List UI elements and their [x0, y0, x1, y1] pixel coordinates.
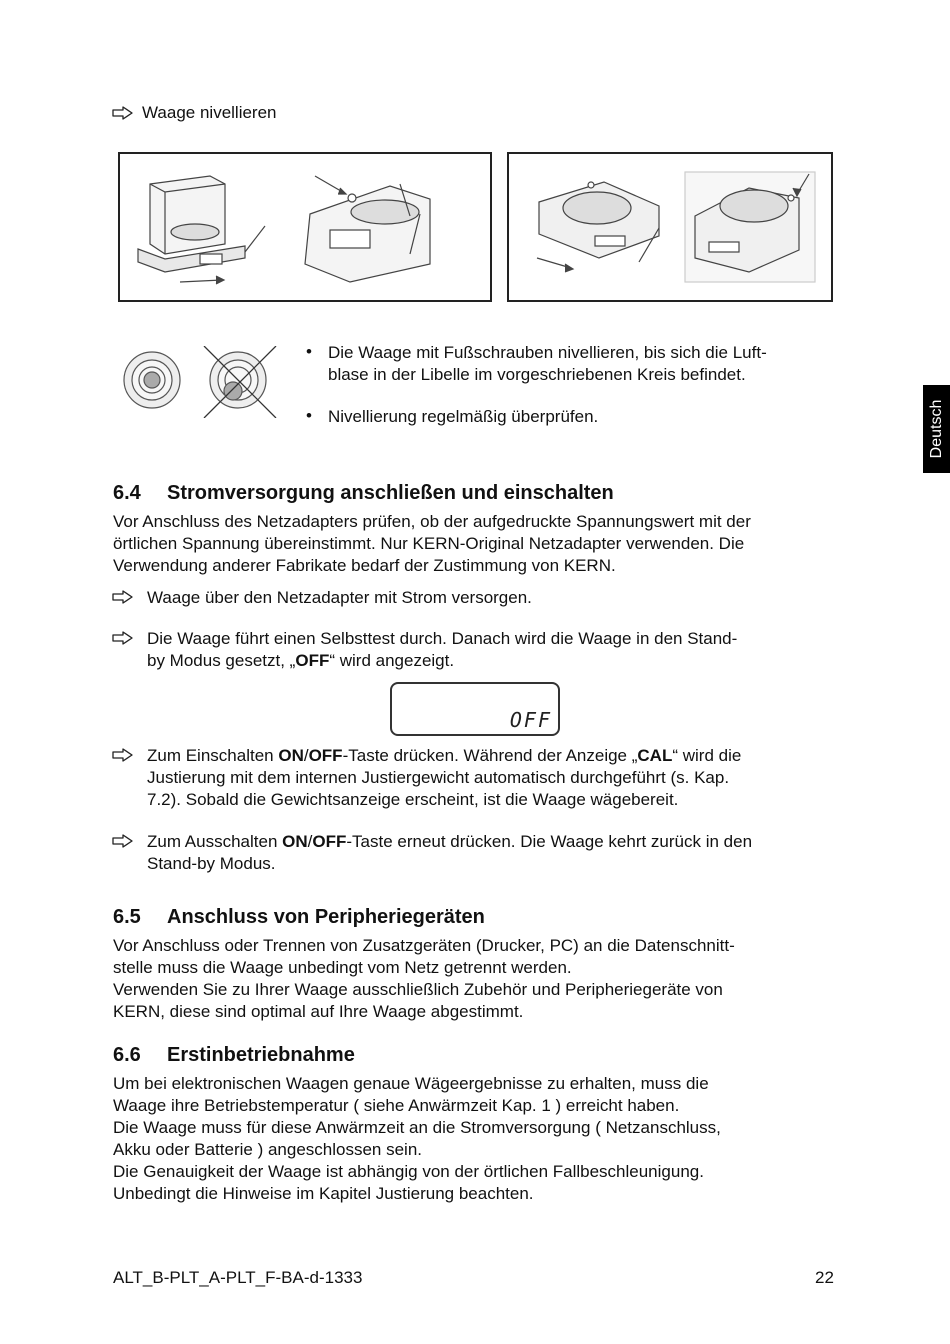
paragraph-line: KERN, diese sind optimal auf Ihre Waage abgestimmt.	[113, 1002, 524, 1021]
section-number: 6.6	[113, 1044, 141, 1066]
step-arrow-icon	[112, 631, 134, 645]
figure-analytical-balances	[118, 152, 492, 302]
section-title: Anschluss von Peripheriegeräten	[167, 906, 485, 928]
leveling-bullet-1-line-2: blase in der Libelle im vorgeschriebenen Kreis befindet.	[328, 365, 746, 384]
paragraph-line: Waage ihre Betriebstemperatur ( siehe Anwärmzeit Kap. 1 ) erreicht haben.	[113, 1096, 680, 1115]
bullet-dot: •	[306, 406, 312, 425]
language-tab-label: Deutsch	[927, 399, 945, 459]
section-6-6-body	[113, 1073, 848, 1205]
paragraph-line: Um bei elektronischen Waagen genaue Wägeergebnisse zu erhalten, muss die	[113, 1074, 709, 1093]
paragraph-line: örtlichen Spannung übereinstimmt. Nur KERN-Original Netzadapter verwenden. Die	[113, 534, 745, 553]
bubble-level-wrong-icon	[204, 346, 276, 418]
paragraph-line: Akku oder Batterie ) angeschlossen sein.	[113, 1140, 423, 1159]
step-arrow-icon	[112, 106, 134, 120]
section-number: 6.5	[113, 906, 141, 928]
step-switch-off	[147, 831, 752, 875]
precision-balance-illustration	[509, 154, 831, 300]
step-line: 7.2). Sobald die Gewichtsanzeige erscheint, ist die Waage wägebereit.	[147, 790, 679, 809]
footer-page-number: 22	[815, 1268, 834, 1287]
section-title: Erstinbetriebnahme	[167, 1044, 355, 1066]
paragraph-line: Verwenden Sie zu Ihrer Waage ausschließlich Zubehör und Peripheriegeräte von	[113, 980, 723, 999]
section-6-5-heading	[113, 905, 485, 929]
section-6-4-intro	[113, 511, 848, 577]
paragraph-line: Unbedingt die Hinweise im Kapitel Justierung beachten.	[113, 1184, 534, 1203]
leveling-bullet-1-line-1: Die Waage mit Fußschrauben nivellieren, bis sich die Luft-	[328, 343, 767, 362]
leveling-bullet-1	[328, 342, 767, 386]
bullet-dot: •	[306, 342, 312, 361]
step-line: by Modus gesetzt, „OFF“ wird angezeigt.	[147, 651, 455, 670]
step-arrow-icon	[112, 834, 134, 848]
step-arrow-icon	[112, 748, 134, 762]
section-title: Stromversorgung anschließen und einschalten	[167, 482, 614, 504]
step-arrow-icon	[112, 590, 134, 604]
footer-doc-id: ALT_B-PLT_A-PLT_F-BA-d-1333	[113, 1268, 363, 1287]
section-number: 6.4	[113, 482, 141, 504]
step-line: Justierung mit dem internen Justiergewicht automatisch durchgeführt (s. Kap.	[147, 768, 730, 787]
paragraph-line: Vor Anschluss oder Trennen von Zusatzgeräten (Drucker, PC) an die Datenschnitt-	[113, 936, 735, 955]
step-line: Stand-by Modus.	[147, 854, 276, 873]
lcd-display-off	[390, 682, 560, 736]
step-line: Zum Einschalten ON/OFF-Taste drücken. Während der Anzeige „CAL“ wird die	[147, 746, 742, 765]
language-tab	[923, 385, 950, 473]
bubble-level-correct-icon	[120, 346, 280, 418]
step-line: Die Waage führt einen Selbsttest durch. Danach wird die Waage in den Stand-	[147, 629, 738, 648]
section-6-5-body	[113, 935, 848, 1023]
lcd-display-text: OFF	[509, 708, 552, 732]
paragraph-line: Die Waage muss für diese Anwärmzeit an die Stromversorgung ( Netzanschluss,	[113, 1118, 721, 1137]
step-self-test	[147, 628, 737, 672]
paragraph-line: Die Genauigkeit der Waage ist abhängig von der örtlichen Fallbeschleunigung.	[113, 1162, 704, 1181]
step-switch-on	[147, 745, 741, 811]
step-line: Zum Ausschalten ON/OFF-Taste erneut drücken. Die Waage kehrt zurück in den	[147, 832, 753, 851]
paragraph-line: stelle muss die Waage unbedingt vom Netz getrennt werden.	[113, 958, 572, 977]
paragraph-line: Verwendung anderer Fabrikate bedarf der Zustimmung von KERN.	[113, 556, 616, 575]
analytical-balance-illustration	[120, 154, 490, 300]
paragraph-line: Vor Anschluss des Netzadapters prüfen, ob der aufgedruckte Spannungswert mit der	[113, 512, 751, 531]
figure-precision-balances	[507, 152, 833, 302]
step-level-text: Waage nivellieren	[142, 103, 277, 122]
leveling-bullet-2: Nivellierung regelmäßig überprüfen.	[328, 407, 599, 426]
section-6-6-heading	[113, 1043, 355, 1067]
section-6-4-heading	[113, 481, 614, 505]
step-power-supply: Waage über den Netzadapter mit Strom versorgen.	[147, 588, 532, 607]
